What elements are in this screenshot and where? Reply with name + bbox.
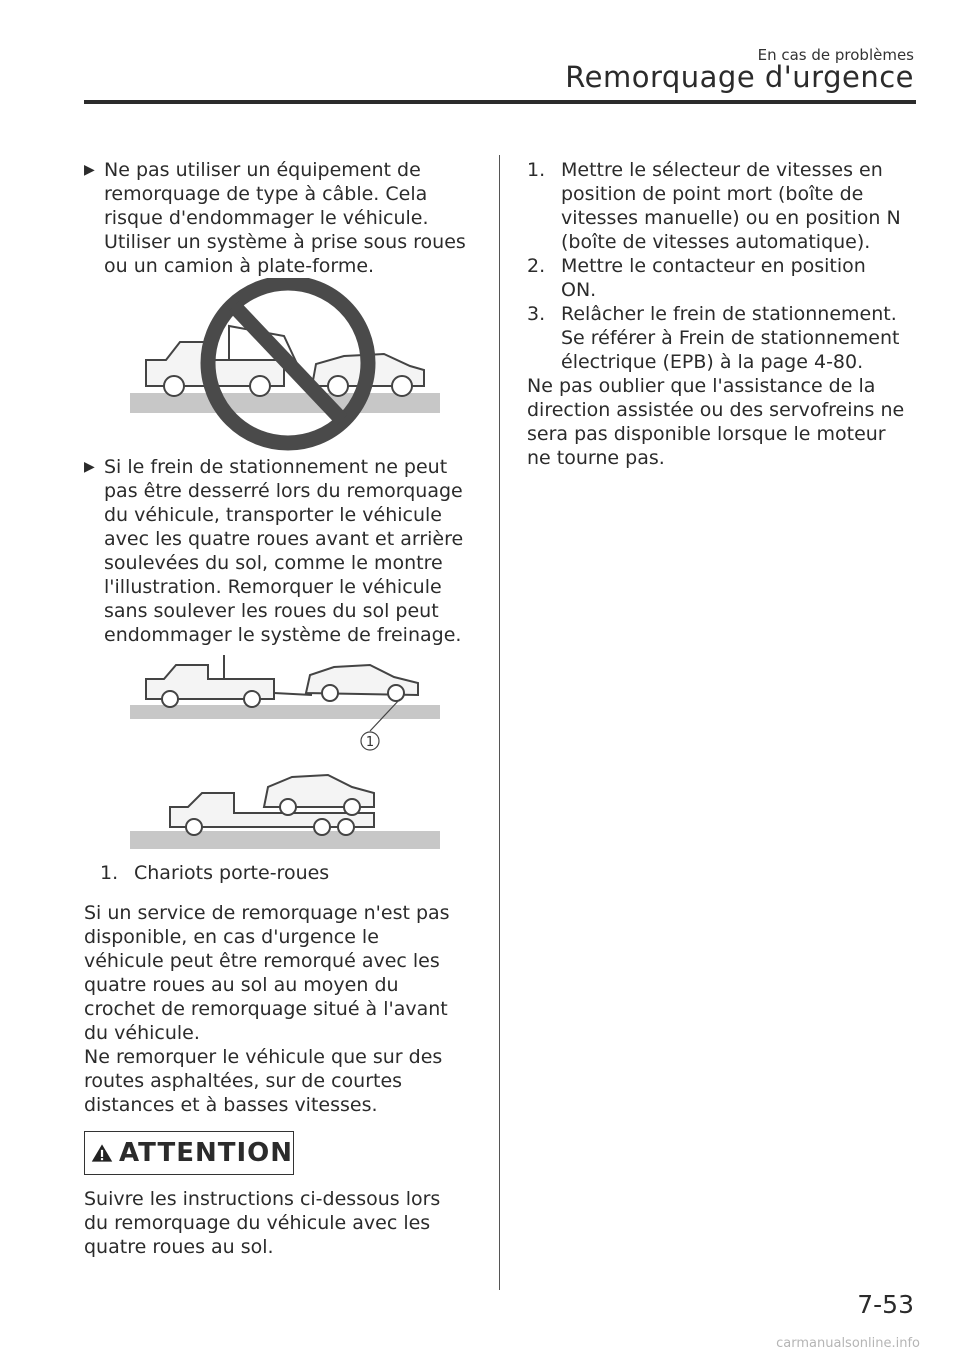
- text-line: routes asphaltées, sur de courtes: [84, 1070, 403, 1092]
- text-line: soulevées du sol, comme le montre: [104, 552, 443, 574]
- road-surface: [130, 705, 440, 719]
- text-line: endommager le système de freinage.: [104, 624, 462, 646]
- text-line: distances et à basses vitesses.: [84, 1094, 378, 1116]
- text-line: quatre roues au sol.: [84, 1236, 274, 1258]
- text-line: Mettre le contacteur en position: [561, 255, 866, 277]
- text-line: du véhicule.: [84, 1022, 200, 1044]
- text-line: Relâcher le frein de stationnement.: [561, 303, 897, 325]
- text-line: crochet de remorquage situé à l'avant: [84, 998, 448, 1020]
- flatbed-tow-illustration: [84, 767, 476, 855]
- text-line: ne tourne pas.: [527, 447, 665, 469]
- text-line: véhicule peut être remorqué avec les: [84, 950, 440, 972]
- text-line: (boîte de vitesses automatique).: [561, 231, 871, 253]
- road-surface: [130, 831, 440, 849]
- left-column: [84, 158, 476, 1259]
- warning-icon: [91, 1141, 113, 1165]
- no-cable-tow-illustration: [84, 278, 476, 453]
- text-line: Utiliser un système à prise sous roues: [104, 231, 466, 253]
- watermark: carmanualsonline.info: [776, 1336, 920, 1351]
- caption-number: 1.: [100, 862, 119, 884]
- paragraph-attention: [84, 1187, 476, 1259]
- wheel-dolly-tow-illustration: [84, 653, 476, 761]
- caption-text: Chariots porte-roues: [134, 862, 330, 884]
- page-title: Remorquage d'urgence: [565, 60, 914, 94]
- tow-truck-icon: [146, 655, 312, 707]
- text-line: Si le frein de stationnement ne peut: [104, 456, 448, 478]
- header-rule: [84, 100, 916, 104]
- towed-car-icon: [306, 665, 418, 701]
- step-number: 3.: [527, 303, 546, 325]
- text-line: ON.: [561, 279, 597, 301]
- text-line: vitesses manuelle) ou en position N: [561, 207, 901, 229]
- text-line: pas être desserré lors du remorquage: [104, 480, 463, 502]
- text-line: l'illustration. Remorquer le véhicule: [104, 576, 442, 598]
- text-line: risque d'endommager le véhicule.: [104, 207, 429, 229]
- text-line: quatre roues au sol au moyen du: [84, 974, 399, 996]
- text-line: avec les quatre roues avant et arrière: [104, 528, 464, 550]
- text-line: électrique (EPB) à la page 4-80.: [561, 351, 864, 373]
- page-number: 7-53: [857, 1290, 914, 1319]
- step-3: [527, 302, 919, 374]
- text-line: sera pas disponible lorsque le moteur: [527, 423, 886, 445]
- text-line: Ne pas utiliser un équipement de: [104, 159, 421, 181]
- text-line: Se référer à Frein de stationnement: [561, 327, 900, 349]
- step-number: 1.: [527, 159, 546, 181]
- power-assist-note: [527, 374, 919, 470]
- bullet-parking-brake: [84, 455, 476, 647]
- callout-label: 1: [365, 735, 375, 750]
- text-line: sans soulever les roues du sol peut: [104, 600, 439, 622]
- text-line: Ne remorquer le véhicule que sur des: [84, 1046, 443, 1068]
- text-line: du véhicule, transporter le véhicule: [104, 504, 442, 526]
- text-line: Ne pas oublier que l'assistance de la: [527, 375, 876, 397]
- text-line: ou un camion à plate-forme.: [104, 255, 375, 277]
- carried-car-icon: [264, 775, 374, 815]
- arrow-bullet-icon: ▶: [84, 459, 95, 475]
- text-line: Mettre le sélecteur de vitesses en: [561, 159, 883, 181]
- text-line: du remorquage du véhicule avec les: [84, 1212, 431, 1234]
- figure-caption: [100, 861, 476, 885]
- text-line: position de point mort (boîte de: [561, 183, 864, 205]
- step-number: 2.: [527, 255, 546, 277]
- bullet-no-cable-towing: [84, 158, 476, 278]
- step-1: [527, 158, 919, 254]
- right-column: [527, 158, 919, 470]
- text-line: remorquage de type à câble. Cela: [104, 183, 428, 205]
- attention-box: [84, 1131, 294, 1175]
- text-line: direction assistée ou des servofreins ne: [527, 399, 905, 421]
- text-line: Si un service de remorquage n'est pas: [84, 902, 450, 924]
- step-2: [527, 254, 919, 302]
- text-line: Suivre les instructions ci-dessous lors: [84, 1188, 441, 1210]
- paragraph-emergency-towing: [84, 901, 476, 1117]
- arrow-bullet-icon: ▶: [84, 162, 95, 178]
- column-divider: [499, 155, 500, 1290]
- attention-label: ATTENTION: [119, 1138, 293, 1168]
- header-section: En cas de problèmes: [757, 46, 914, 64]
- text-line: disponible, en cas d'urgence le: [84, 926, 379, 948]
